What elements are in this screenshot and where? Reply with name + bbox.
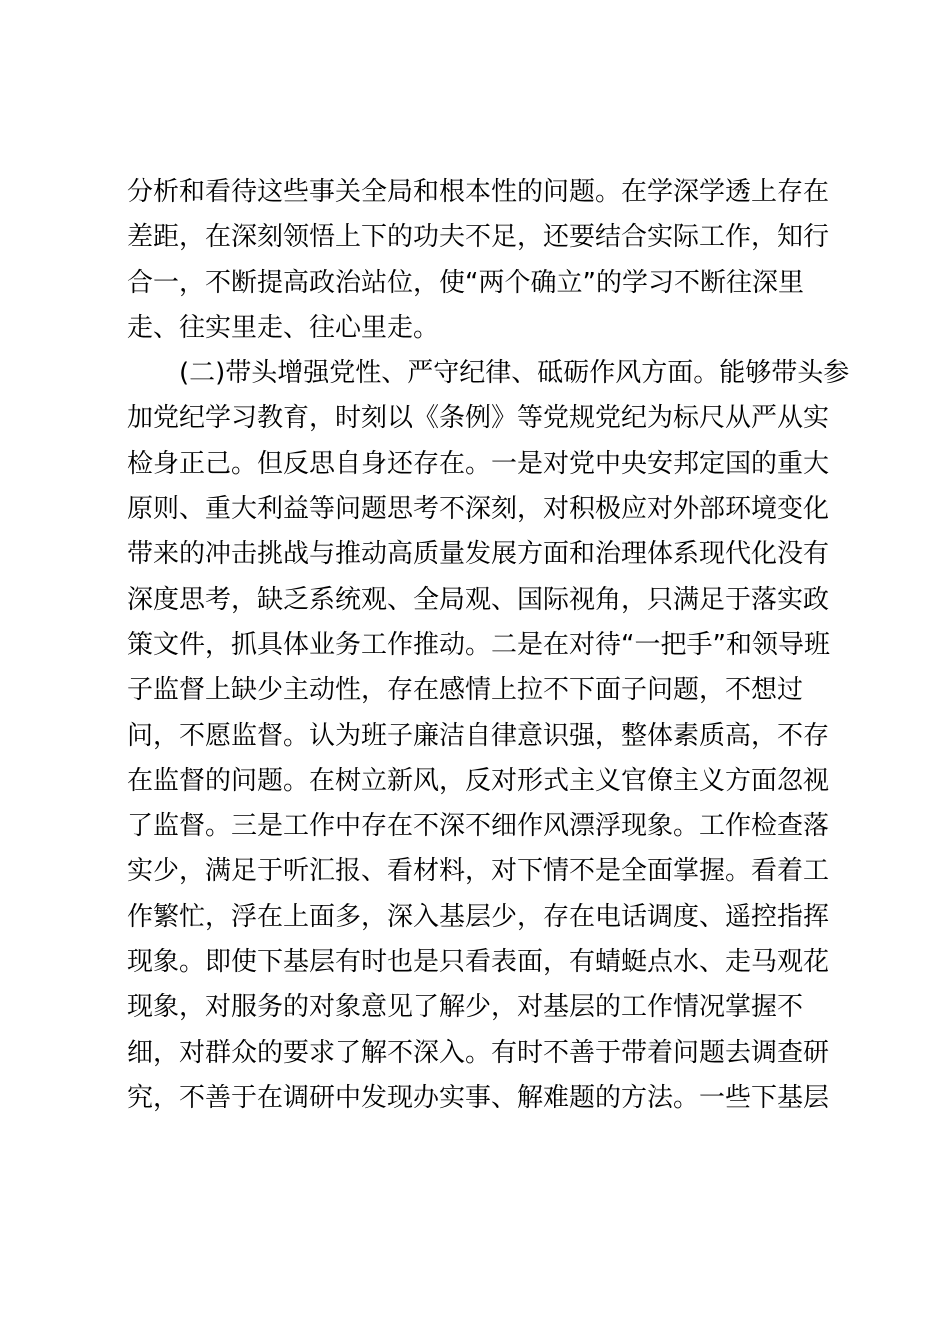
text-line: 在监督的问题。在树立新风，反对形式主义官僚主义方面忽视 [127,765,830,796]
text-line: 问，不愿监督。认为班子廉洁自律意识强，整体素质高，不存 [127,720,830,751]
text-line: 走、往实里走、往心里走。 [127,312,440,343]
text-line: 作繁忙，浮在上面多，深入基层少，存在电话调度、遥控指挥 [127,901,830,932]
text-line: 差距，在深刻领悟上下的功夫不足，还要结合实际工作，知行 [127,222,830,253]
text-line: 现象，对服务的对象意见了解少，对基层的工作情况掌握不 [127,992,804,1023]
text-line: 深度思考，缺乏系统观、全局观、国际视角，只满足于落实政 [127,584,830,615]
section-heading-line: (二)带头增强党性、严守纪律、砥砺作风方面。能够带头参 [179,358,850,389]
text-line: 了监督。三是工作中存在不深不细作风漂浮现象。工作检查落 [127,811,830,842]
text-line: 现象。即使下基层有时也是只看表面，有蜻蜓点水、走马观花 [127,947,830,978]
body-text [127,170,850,1121]
text-line: 策文件，抓具体业务工作推动。二是在对待“一把手”和领导班 [127,629,830,660]
text-line: 分析和看待这些事关全局和根本性的问题。在学深学透上存在 [127,177,830,207]
text-line: 带来的冲击挑战与推动高质量发展方面和治理体系现代化没有 [127,539,830,570]
text-line: 原则、重大利益等问题思考不深刻，对积极应对外部环境变化 [127,494,830,525]
text-line: 加党纪学习教育，时刻以《条例》等党规党纪为标尺从严从实 [127,403,830,434]
text-line: 检身正己。但反思自身还存在。一是对党中央安邦定国的重大 [127,448,830,479]
text-line: 细，对群众的要求了解不深入。有时不善于带着问题去调查研 [127,1037,830,1068]
text-line: 实少，满足于听汇报、看材料，对下情不是全面掌握。看着工 [127,856,830,887]
text-line: 子监督上缺少主动性，存在感情上拉不下面子问题，不想过 [127,675,804,706]
text-line: 合一，不断提高政治站位，使“两个确立”的学习不断往深里 [127,267,804,298]
text-line: 究，不善于在调研中发现办实事、解难题的方法。一些下基层 [127,1082,830,1113]
